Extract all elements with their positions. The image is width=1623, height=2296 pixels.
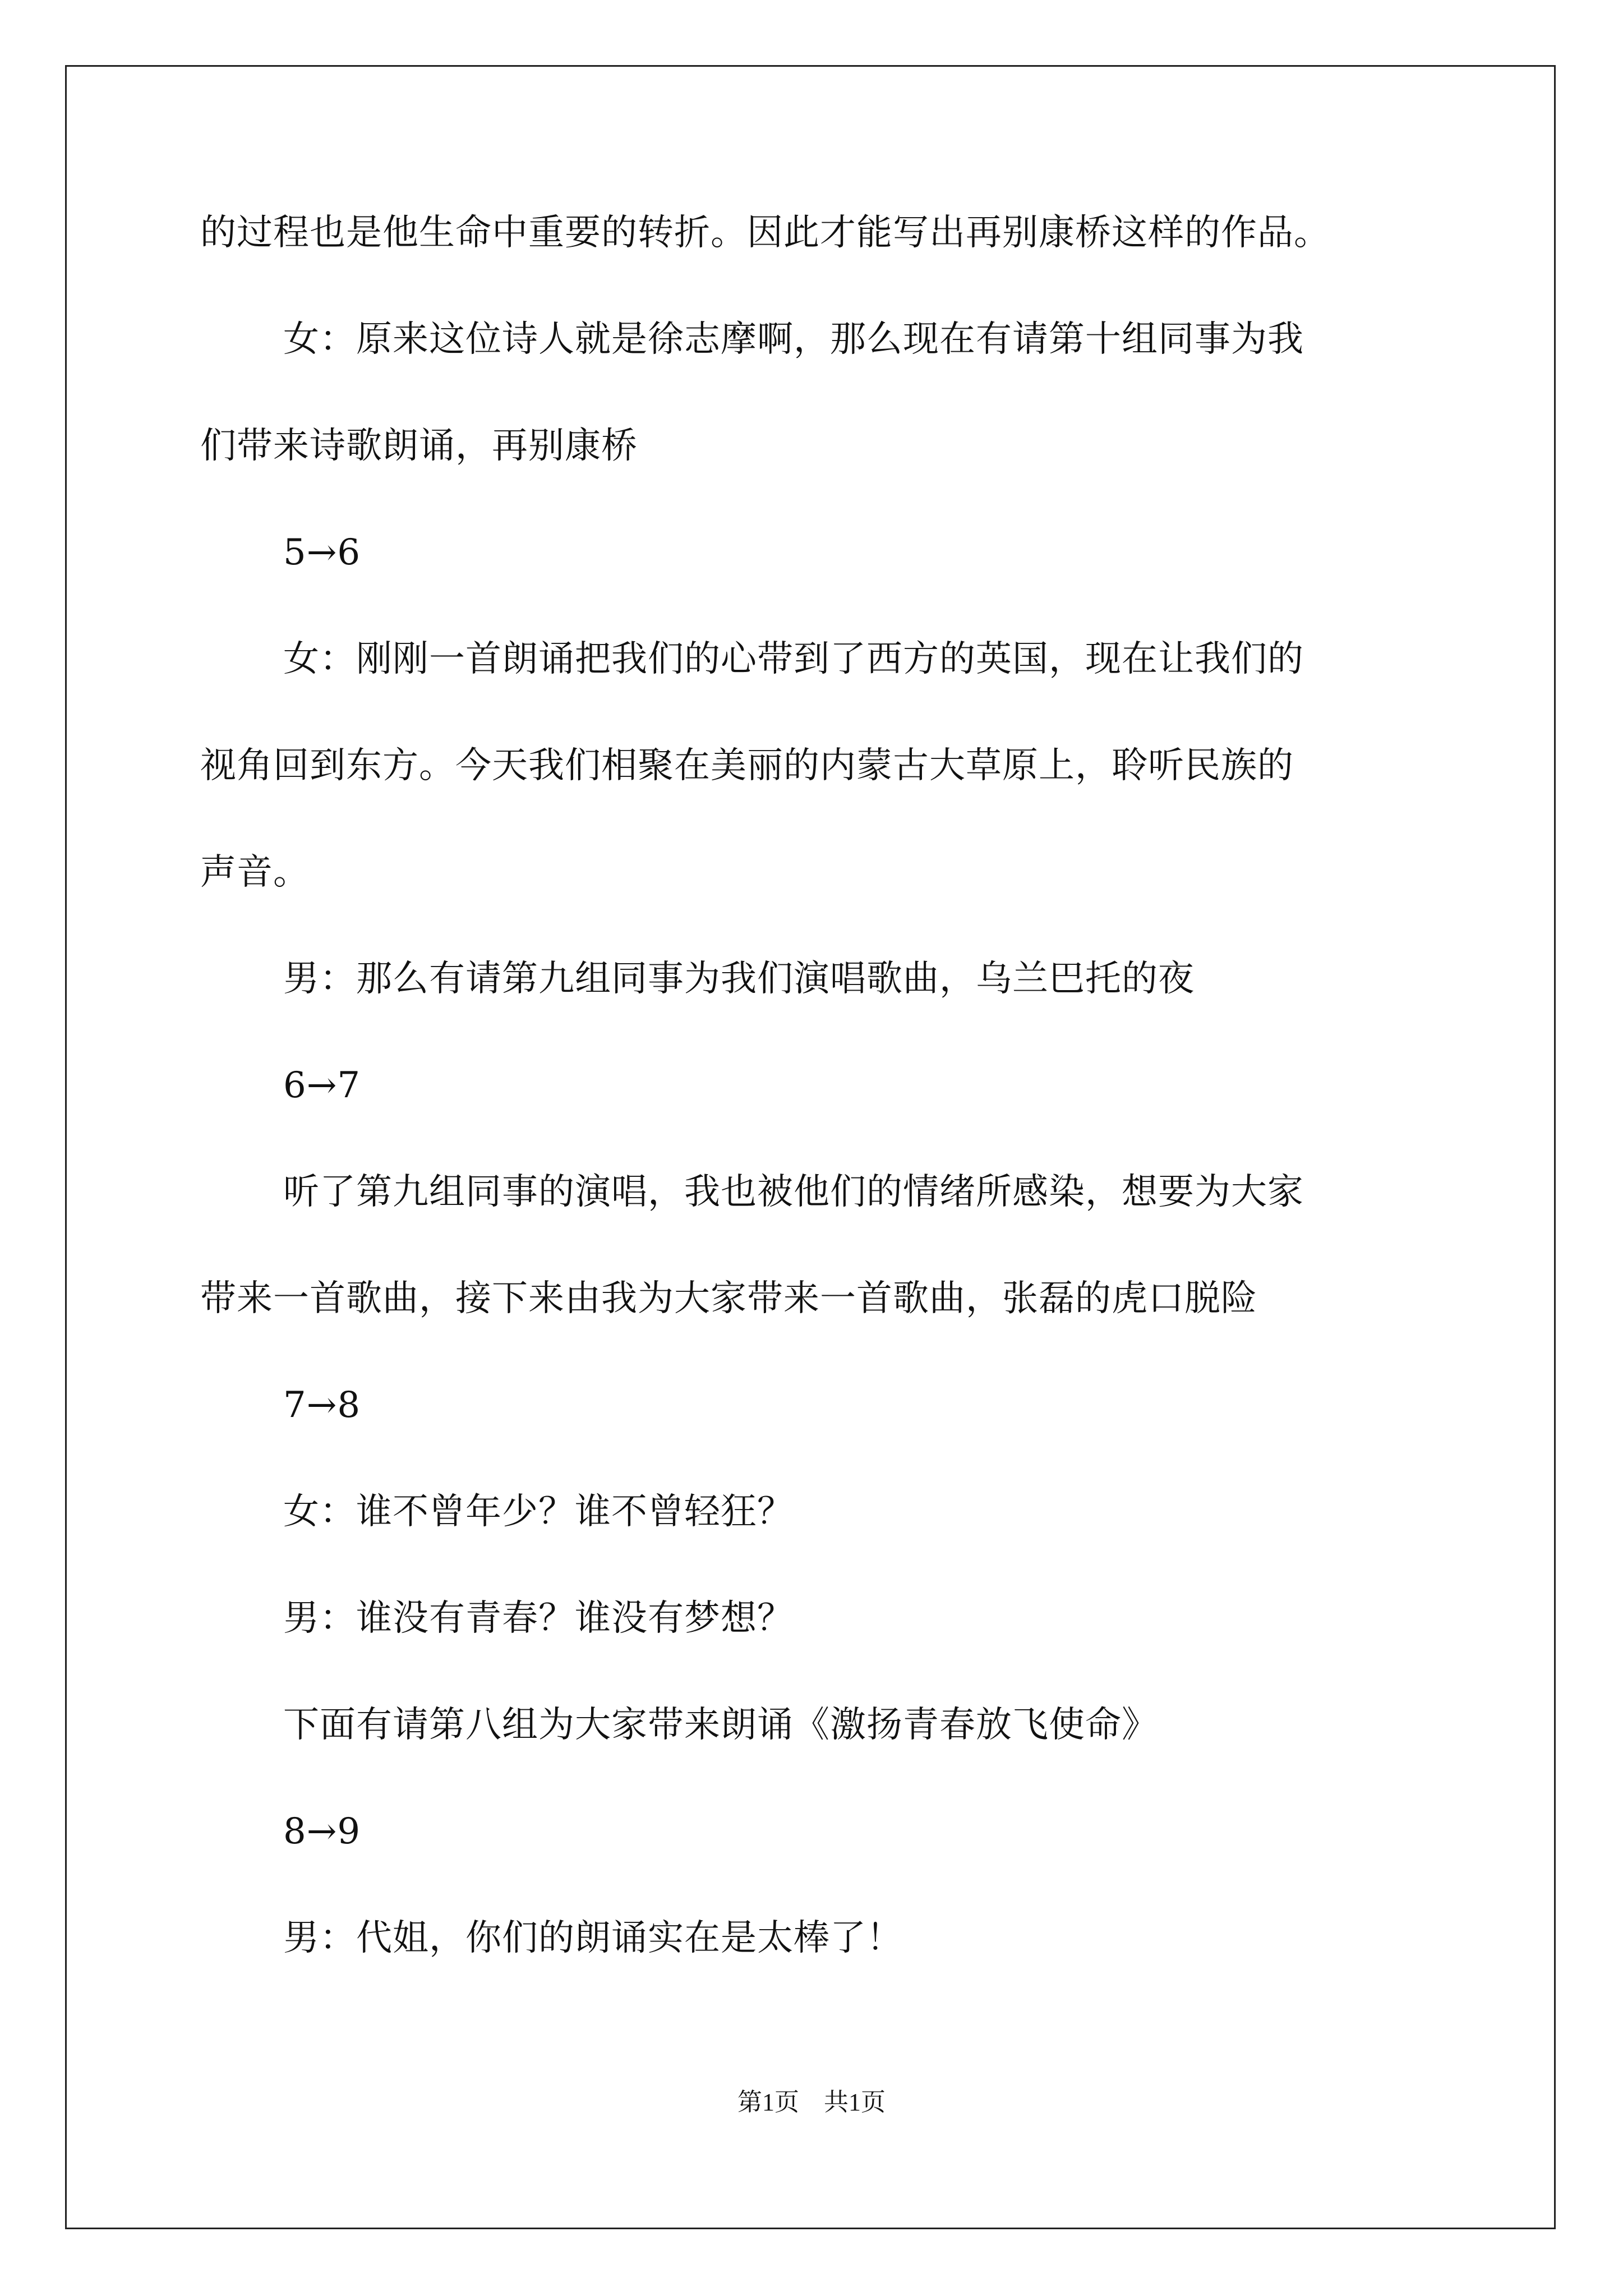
paragraph-line: 声音。 (200, 852, 310, 893)
paragraph-line: 女：谁不曾年少？谁不曾轻狂？ (283, 1491, 794, 1533)
paragraph-line: 女：原来这位诗人就是徐志摩啊，那么现在有请第十组同事为我 (283, 319, 1304, 360)
paragraph-line: 的过程也是他生命中重要的转折。因此才能写出再别康桥这样的作品。 (200, 212, 1330, 254)
paragraph-line: 男：谁没有青春？谁没有梦想？ (283, 1598, 794, 1639)
paragraph-line: 听了第九组同事的演唱，我也被他们的情绪所感染，想要为大家 (283, 1171, 1304, 1213)
transition-marker: 5→6 (283, 532, 361, 573)
paragraph-line: 下面有请第八组为大家带来朗诵《激扬青春放飞使命》 (283, 1704, 1158, 1746)
page-footer: 第1页 共1页 (737, 2088, 886, 2116)
paragraph-line: 男：那么有请第九组同事为我们演唱歌曲，乌兰巴托的夜 (283, 958, 1195, 1000)
transition-marker: 7→8 (283, 1384, 361, 1426)
transition-marker: 8→9 (283, 1811, 361, 1852)
paragraph-line: 男：代姐，你们的朗诵实在是太棒了！ (283, 1917, 903, 1959)
paragraph-line: 们带来诗歌朗诵，再别康桥 (200, 425, 638, 467)
transition-marker: 6→7 (283, 1065, 361, 1106)
page-border (65, 65, 1556, 2229)
paragraph-line: 视角回到东方。今天我们相聚在美丽的内蒙古大草原上，聆听民族的 (200, 745, 1294, 786)
paragraph-line: 女：刚刚一首朗诵把我们的心带到了西方的英国，现在让我们的 (283, 638, 1304, 680)
paragraph-line: 带来一首歌曲，接下来由我为大家带来一首歌曲，张磊的虎口脱险 (200, 1278, 1257, 1319)
